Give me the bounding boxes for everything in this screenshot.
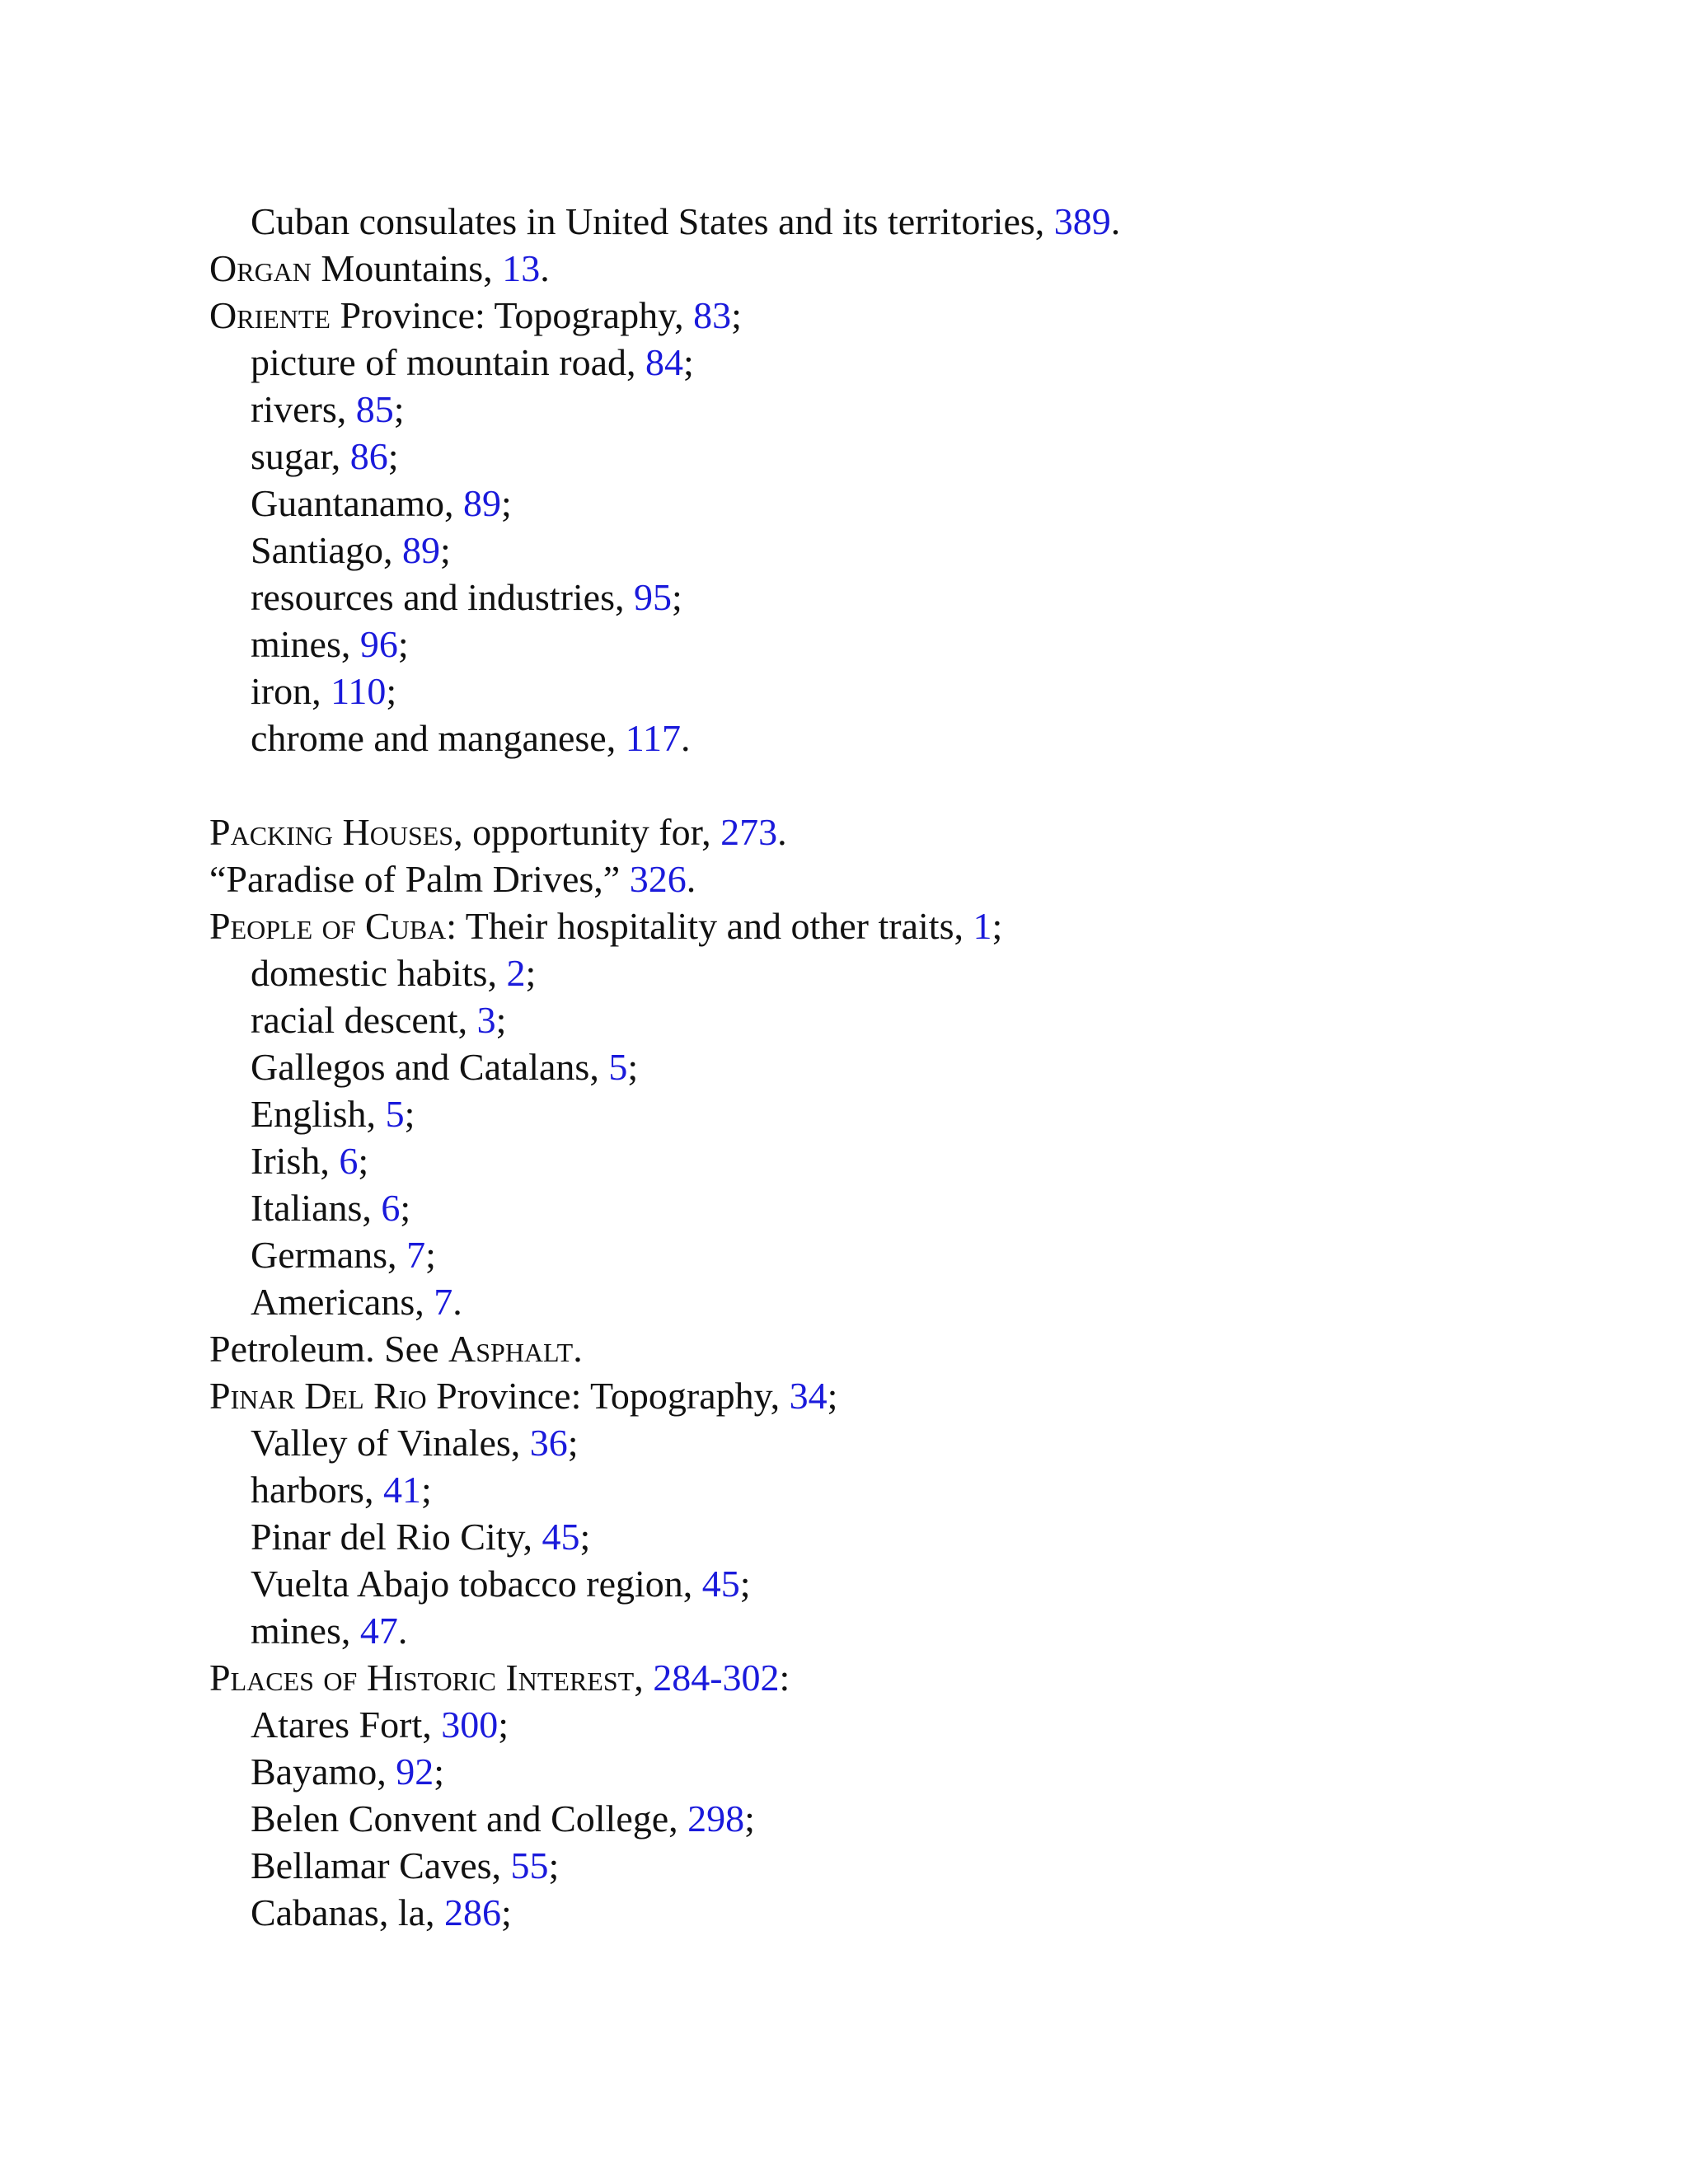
index-text: ; — [400, 1187, 411, 1229]
index-subentry — [209, 668, 1611, 715]
index-text: ; — [525, 952, 537, 994]
page-number-link[interactable]: 47 — [359, 1610, 398, 1652]
page-number-link[interactable]: 96 — [359, 623, 398, 665]
index-subentry — [209, 1607, 1611, 1654]
page-number-link[interactable]: 6 — [381, 1187, 401, 1229]
page-number-link[interactable]: 1 — [973, 905, 992, 947]
index-text: Pinar del Rio City, — [251, 1516, 542, 1558]
index-text: ; — [579, 1516, 591, 1558]
index-text: . — [777, 811, 787, 853]
page-number-link[interactable]: 7 — [434, 1281, 453, 1323]
index-text: ; — [731, 294, 742, 336]
page-number-link[interactable]: 300 — [441, 1704, 499, 1746]
page-number-link[interactable]: 286 — [444, 1891, 502, 1933]
index-text: ; — [425, 1234, 436, 1276]
index-text: . — [1110, 200, 1121, 242]
index-text: ; — [393, 388, 405, 430]
index-entry — [209, 855, 1611, 902]
index-entry — [209, 902, 1611, 949]
page-number-link[interactable]: 41 — [382, 1469, 421, 1511]
index-text: ; — [397, 623, 409, 665]
page-number-link[interactable]: 2 — [506, 952, 526, 994]
index-heading-term: People of Cuba — [209, 905, 447, 947]
index-text: Vuelta Abajo tobacco region, — [251, 1563, 702, 1605]
index-subentry — [209, 433, 1611, 480]
index-text: . — [452, 1281, 462, 1323]
index-subentry — [209, 715, 1611, 762]
index-text: , opportunity for, — [453, 811, 721, 853]
index-subentry — [209, 1137, 1611, 1184]
index-text: ; — [744, 1797, 755, 1840]
index-text: resources and industries, — [251, 576, 634, 618]
index-text: mines, — [251, 1610, 360, 1652]
index-heading-term: Pinar Del Rio — [209, 1375, 427, 1417]
page-number-link[interactable]: 34 — [789, 1375, 828, 1417]
page-number-link[interactable]: 45 — [701, 1563, 740, 1605]
index-text: ; — [434, 1750, 445, 1793]
page-number-link[interactable]: 95 — [634, 576, 672, 618]
index-text: Italians, — [251, 1187, 382, 1229]
index-text: Province: Topography, — [330, 294, 694, 336]
index-text: racial descent, — [251, 999, 477, 1041]
index-text: Gallegos and Catalans, — [251, 1046, 609, 1088]
page-number-link[interactable]: 273 — [720, 811, 778, 853]
page-number-link[interactable]: 36 — [529, 1422, 568, 1464]
index-text: ; — [387, 435, 399, 477]
index-text: ; — [498, 1704, 509, 1746]
index-text: Province: Topography, — [426, 1375, 790, 1417]
index-entry — [209, 1325, 1611, 1372]
index-text: picture of mountain road, — [251, 341, 646, 383]
index-text: Irish, — [251, 1140, 340, 1182]
index-subentry — [209, 386, 1611, 433]
page-number-link[interactable]: 89 — [401, 529, 440, 571]
page-number-link[interactable]: 13 — [502, 247, 541, 289]
index-text: . — [573, 1328, 583, 1370]
page-number-link[interactable]: 45 — [542, 1516, 580, 1558]
index-text: ; — [548, 1844, 560, 1886]
index-entry — [209, 808, 1611, 855]
page-number-link[interactable]: 89 — [463, 482, 502, 524]
index-text: ; — [567, 1422, 579, 1464]
index-heading-term: Oriente — [209, 294, 331, 336]
page-number-link[interactable]: 298 — [687, 1797, 745, 1840]
index-text: “Paradise of Palm Drives,” — [209, 858, 630, 900]
index-heading-term: Organ — [209, 247, 312, 289]
index-text: Germans, — [251, 1234, 407, 1276]
page-number-link[interactable]: 7 — [406, 1234, 426, 1276]
index-subentry — [209, 1560, 1611, 1607]
index-text: Mountains, — [311, 247, 503, 289]
index-text: , — [634, 1657, 654, 1699]
index-text: Santiago, — [251, 529, 402, 571]
index-text: Valley of Vinales, — [251, 1422, 530, 1464]
index-text: ; — [439, 529, 451, 571]
index-text: Bellamar Caves, — [251, 1844, 511, 1886]
page-number-link[interactable]: 326 — [629, 858, 687, 900]
page-number-link[interactable]: 389 — [1053, 200, 1111, 242]
index-text: : — [779, 1657, 790, 1699]
index-entry — [209, 292, 1611, 339]
index-subentry — [209, 527, 1611, 574]
index-text: ; — [683, 341, 694, 383]
index-text: ; — [501, 1891, 512, 1933]
index-text: Cuban consulates in United States and its territories, — [251, 200, 1054, 242]
page-number-link[interactable]: 5 — [608, 1046, 628, 1088]
index-text: Atares Fort, — [251, 1704, 442, 1746]
index-text: ; — [404, 1093, 415, 1135]
index-text: chrome and manganese, — [251, 717, 626, 759]
page-number-link[interactable]: 85 — [355, 388, 394, 430]
page-number-link[interactable]: 6 — [339, 1140, 359, 1182]
index-text: domestic habits, — [251, 952, 507, 994]
index-text: ; — [495, 999, 507, 1041]
index-text: Petroleum. See — [209, 1328, 448, 1370]
index-text: Americans, — [251, 1281, 434, 1323]
index-subentry — [209, 1842, 1611, 1889]
index-entry — [209, 1372, 1611, 1419]
index-subentry — [209, 574, 1611, 621]
index-subentry — [209, 1466, 1611, 1513]
index-text: iron, — [251, 670, 331, 712]
index-text: . — [681, 717, 691, 759]
index-heading-term: Places of Historic Interest — [209, 1657, 635, 1699]
index-text: harbors, — [251, 1469, 383, 1511]
index-text: : Their hospitality and other traits, — [446, 905, 973, 947]
index-text: mines, — [251, 623, 360, 665]
page-number-link[interactable]: 3 — [476, 999, 496, 1041]
page-number-link[interactable]: 284-302 — [653, 1657, 780, 1699]
index-subentry — [209, 1231, 1611, 1278]
index-subentry — [209, 1795, 1611, 1842]
index-text: ; — [672, 576, 682, 618]
page-number-link[interactable]: 55 — [510, 1844, 549, 1886]
index-subentry — [209, 1748, 1611, 1795]
index-subentry — [209, 1889, 1611, 1936]
index-subentry — [209, 1701, 1611, 1748]
index-subentry — [209, 1513, 1611, 1560]
index-text: ; — [386, 670, 397, 712]
page-number-link[interactable]: 110 — [331, 670, 387, 712]
index-subentry — [209, 996, 1611, 1043]
page-number-link[interactable]: 86 — [349, 435, 388, 477]
index-text: ; — [501, 482, 512, 524]
index-heading-term: Packing Houses — [209, 811, 454, 853]
index-text: Guantanamo, — [251, 482, 464, 524]
index-subentry — [209, 198, 1611, 245]
index-text: rivers, — [251, 388, 356, 430]
index-subentry — [209, 949, 1611, 996]
index-subentry — [209, 621, 1611, 668]
index-subentry — [209, 1090, 1611, 1137]
index-text: ; — [420, 1469, 432, 1511]
blank-line — [209, 762, 1611, 808]
index-subentry — [209, 1043, 1611, 1090]
index-entry — [209, 1654, 1611, 1701]
index-entry-list — [209, 198, 1611, 1936]
index-text: ; — [992, 905, 1003, 947]
index-text: ; — [358, 1140, 369, 1182]
index-text: Bayamo, — [251, 1750, 396, 1793]
index-text: ; — [739, 1563, 751, 1605]
index-text: . — [540, 247, 550, 289]
page-number-link[interactable]: 84 — [645, 341, 684, 383]
index-subentry — [209, 339, 1611, 386]
index-text: Belen Convent and College, — [251, 1797, 688, 1840]
index-entry — [209, 245, 1611, 292]
index-text: Cabanas, la, — [251, 1891, 445, 1933]
index-subentry — [209, 1184, 1611, 1231]
index-heading-term: Asphalt — [448, 1328, 574, 1370]
index-text: sugar, — [251, 435, 350, 477]
index-text: ; — [627, 1046, 639, 1088]
index-subentry — [209, 1419, 1611, 1466]
page-number-link[interactable]: 5 — [385, 1093, 405, 1135]
index-text: . — [686, 858, 696, 900]
page-number-link[interactable]: 92 — [396, 1750, 434, 1793]
page-number-link[interactable]: 117 — [625, 717, 681, 759]
index-subentry — [209, 1278, 1611, 1325]
index-text: ; — [827, 1375, 838, 1417]
index-subentry — [209, 480, 1611, 527]
index-text: English, — [251, 1093, 386, 1135]
page-number-link[interactable]: 83 — [693, 294, 732, 336]
index-text: . — [397, 1610, 408, 1652]
